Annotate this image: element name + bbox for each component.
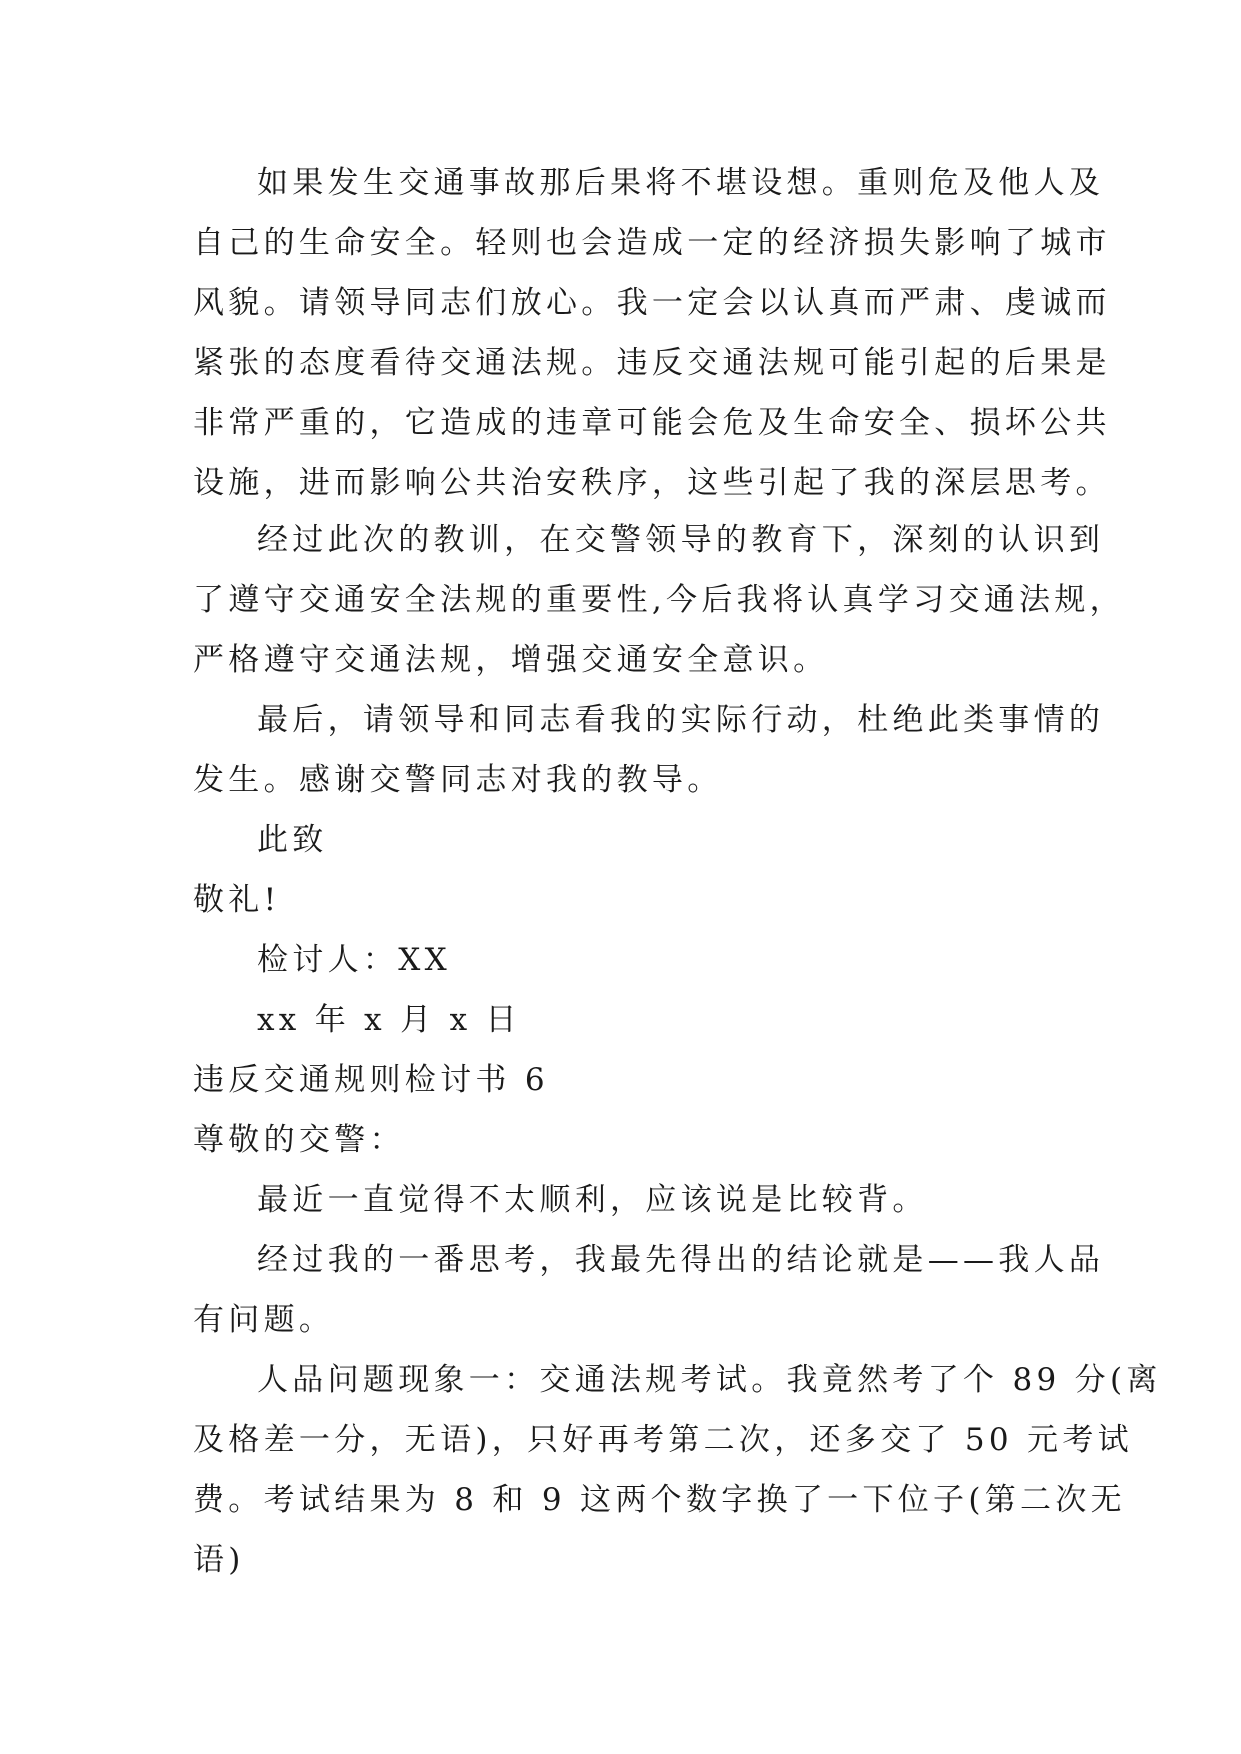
paragraph-line: 自己的生命安全。轻则也会造成一定的经济损失影响了城市 [193,225,1111,261]
paragraph-line: 最近一直觉得不太顺利，应该说是比较背。 [257,1182,928,1218]
closing-phrase: 此致 [257,822,328,858]
paragraph-line: 语) [193,1542,245,1578]
paragraph-line: 紧张的态度看待交通法规。违反交通法规可能引起的后果是 [193,345,1111,381]
paragraph-line: 经过我的一番思考，我最先得出的结论就是——我人品 [257,1242,1105,1278]
paragraph-line: 费。考试结果为 8 和 9 这两个数字换了一下位子(第二次无 [193,1482,1126,1518]
paragraph-line: 发生。感谢交警同志对我的教导。 [193,762,723,798]
greeting: 尊敬的交警： [193,1122,405,1158]
paragraph-line: 了遵守交通安全法规的重要性,今后我将认真学习交通法规， [193,582,1125,618]
paragraph-line: 经过此次的教训，在交警领导的教育下，深刻的认识到 [257,522,1105,558]
paragraph-line: 风貌。请领导同志们放心。我一定会以认真而严肃、虔诚而 [193,285,1111,321]
paragraph-line: 设施，进而影响公共治安秩序，这些引起了我的深层思考。 [193,465,1111,501]
paragraph-line: 严格遵守交通法规，增强交通安全意识。 [193,642,829,678]
signature-date: xx 年 x 月 x 日 [257,1002,521,1038]
section-title: 违反交通规则检讨书 6 [193,1062,549,1098]
paragraph-line: 人品问题现象一：交通法规考试。我竟然考了个 89 分(离 [257,1362,1162,1398]
paragraph-line: 及格差一分，无语)，只好再考第二次，还多交了 50 元考试 [193,1422,1133,1458]
signature-author: 检讨人：XX [257,942,451,978]
salutation: 敬礼! [193,882,281,918]
paragraph-line: 如果发生交通事故那后果将不堪设想。重则危及他人及 [257,165,1105,201]
paragraph-line: 非常严重的，它造成的违章可能会危及生命安全、损坏公共 [193,405,1111,441]
paragraph-line: 最后，请领导和同志看我的实际行动，杜绝此类事情的 [257,702,1105,738]
paragraph-line: 有问题。 [193,1302,335,1338]
